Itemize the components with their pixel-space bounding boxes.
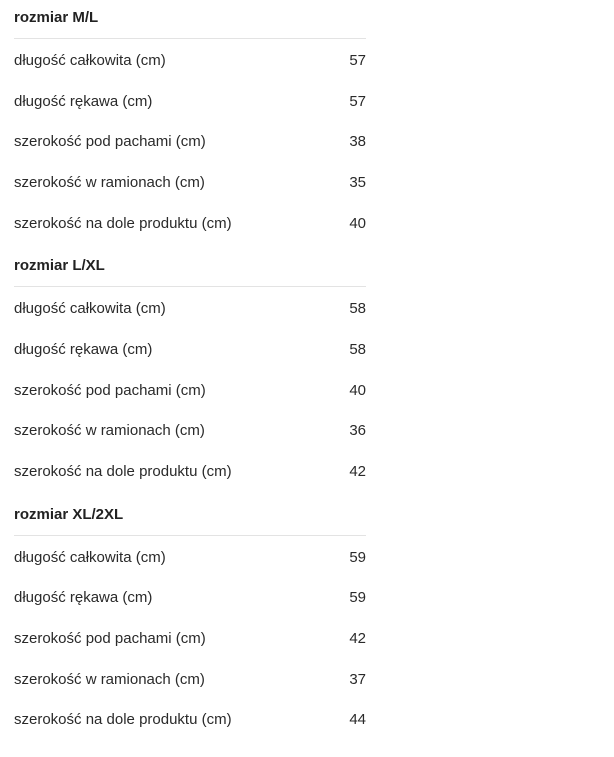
measurement-row <box>14 578 366 619</box>
measurement-row <box>14 700 366 741</box>
measurement-label: szerokość na dole produktu (cm) <box>14 214 232 232</box>
measurement-label: długość całkowita (cm) <box>14 51 166 69</box>
measurement-row <box>14 411 366 452</box>
size-title: rozmiar M/L <box>14 3 366 39</box>
size-block-l-xl <box>14 251 366 491</box>
size-chart <box>14 0 366 740</box>
measurement-label: szerokość pod pachami (cm) <box>14 133 206 151</box>
measurement-value: 40 <box>349 214 366 232</box>
measurement-label: szerokość w ramionach (cm) <box>14 422 205 440</box>
size-block-xl-2xl <box>14 500 366 740</box>
measurement-row <box>14 121 366 162</box>
measurement-label: szerokość pod pachami (cm) <box>14 630 206 648</box>
measurement-row <box>14 81 366 122</box>
size-block-m-l <box>14 3 366 243</box>
measurement-row <box>14 162 366 203</box>
measurement-label: szerokość na dole produktu (cm) <box>14 463 232 481</box>
section-spacer <box>14 492 366 500</box>
measurement-value: 44 <box>349 711 366 729</box>
measurement-row <box>14 451 366 492</box>
measurement-value: 37 <box>349 670 366 688</box>
measurement-value: 38 <box>349 133 366 151</box>
measurement-label: długość całkowita (cm) <box>14 548 166 566</box>
measurement-value: 36 <box>349 422 366 440</box>
measurement-label: długość całkowita (cm) <box>14 300 166 318</box>
measurement-label: długość rękawa (cm) <box>14 589 153 607</box>
measurement-row <box>14 537 366 578</box>
measurement-value: 42 <box>349 463 366 481</box>
size-title: rozmiar L/XL <box>14 251 366 287</box>
measurement-row <box>14 370 366 411</box>
measurement-value: 42 <box>349 630 366 648</box>
measurement-label: szerokość na dole produktu (cm) <box>14 711 232 729</box>
measurement-row <box>14 659 366 700</box>
measurement-value: 35 <box>349 173 366 191</box>
measurement-value: 58 <box>349 340 366 358</box>
section-spacer <box>14 243 366 251</box>
measurement-value: 57 <box>349 92 366 110</box>
measurement-label: szerokość pod pachami (cm) <box>14 381 206 399</box>
size-title: rozmiar XL/2XL <box>14 500 366 536</box>
measurement-row <box>14 329 366 370</box>
measurement-value: 59 <box>349 589 366 607</box>
measurement-label: szerokość w ramionach (cm) <box>14 173 205 191</box>
measurement-label: szerokość w ramionach (cm) <box>14 670 205 688</box>
measurement-value: 40 <box>349 381 366 399</box>
measurement-label: długość rękawa (cm) <box>14 340 153 358</box>
measurement-row <box>14 288 366 329</box>
measurement-value: 59 <box>349 548 366 566</box>
measurement-row <box>14 618 366 659</box>
measurement-value: 58 <box>349 300 366 318</box>
measurement-row <box>14 40 366 81</box>
measurement-row <box>14 203 366 244</box>
measurement-value: 57 <box>349 51 366 69</box>
measurement-label: długość rękawa (cm) <box>14 92 153 110</box>
